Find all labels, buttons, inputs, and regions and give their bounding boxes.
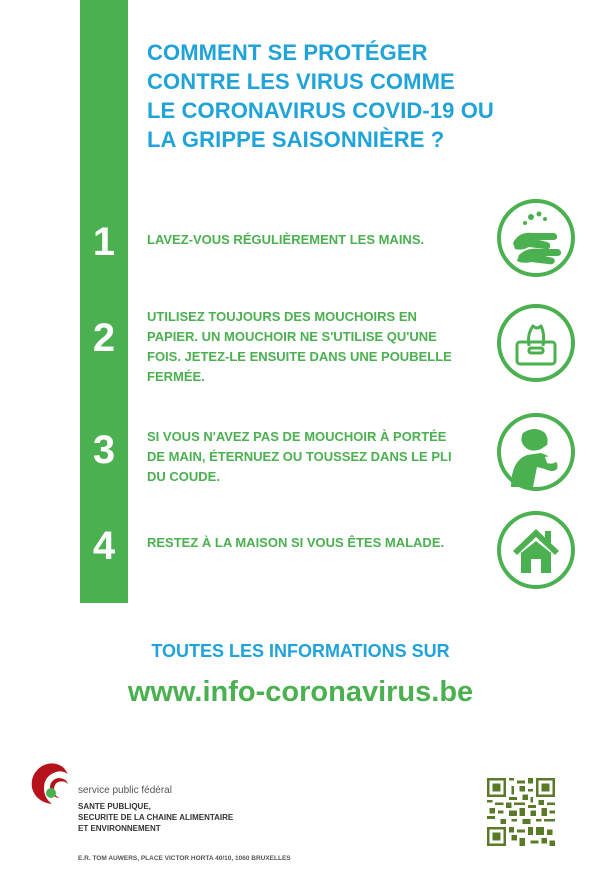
dept-line: SECURITE DE LA CHAINE ALIMENTAIRE [78,813,234,822]
org-name: service public fédéral [78,785,172,796]
house-icon [497,511,575,589]
step-line: DU COUDE. [147,469,220,484]
title-line: COMMENT SE PROTÉGER [147,40,428,65]
step-text-3 [147,427,477,487]
step-number-1: 1 [92,220,116,264]
step-text-1 [147,230,477,250]
green-side-bar [80,0,128,603]
step-number-3: 3 [92,428,116,472]
step-line: LAVEZ-VOUS RÉGULIÈREMENT LES MAINS. [147,232,425,247]
step-line: SI VOUS N'AVEZ PAS DE MOUCHOIR À PORTÉE [147,429,447,444]
publisher-line: E.R. TOM AUWERS, PLACE VICTOR HORTA 40/10, 1060 BRUXELLES [78,855,291,862]
dept-line: SANTE PUBLIQUE, [78,802,151,811]
tissue-box-icon [497,304,575,382]
step-number-4: 4 [92,524,116,568]
step-text-2 [147,307,477,387]
step-number-2: 2 [92,316,116,360]
title-line: LE CORONAVIRUS COVID-19 OU [147,98,494,123]
step-line: FOIS. JETEZ-LE ENSUITE DANS UNE POUBELLE [147,349,452,364]
sneeze-elbow-icon [497,413,575,491]
federal-service-logo-icon [24,758,78,812]
qr-code-icon[interactable] [487,778,555,846]
step-line: DE MAIN, ÉTERNUEZ OU TOUSSEZ DANS LE PLI [147,449,452,464]
step-line: UTILISEZ TOUJOURS DES MOUCHOIRS EN [147,309,417,324]
info-label: TOUTES LES INFORMATIONS SUR [151,641,450,661]
title-line: CONTRE LES VIRUS COMME [147,69,455,94]
page-title [147,38,567,154]
step-line: FERMÉE. [147,369,205,384]
dept-line: ET ENVIRONNEMENT [78,824,161,833]
washing-hands-icon [497,199,575,277]
step-line: RESTEZ À LA MAISON SI VOUS ÊTES MALADE. [147,535,445,550]
org-department [78,801,233,834]
title-line: LA GRIPPE SAISONNIÈRE ? [147,127,445,152]
step-line: PAPIER. UN MOUCHOIR NE S'UTILISE QU'UNE [147,329,437,344]
info-url-link[interactable]: www.info-coronavirus.be [127,676,474,708]
step-text-4 [147,533,477,553]
